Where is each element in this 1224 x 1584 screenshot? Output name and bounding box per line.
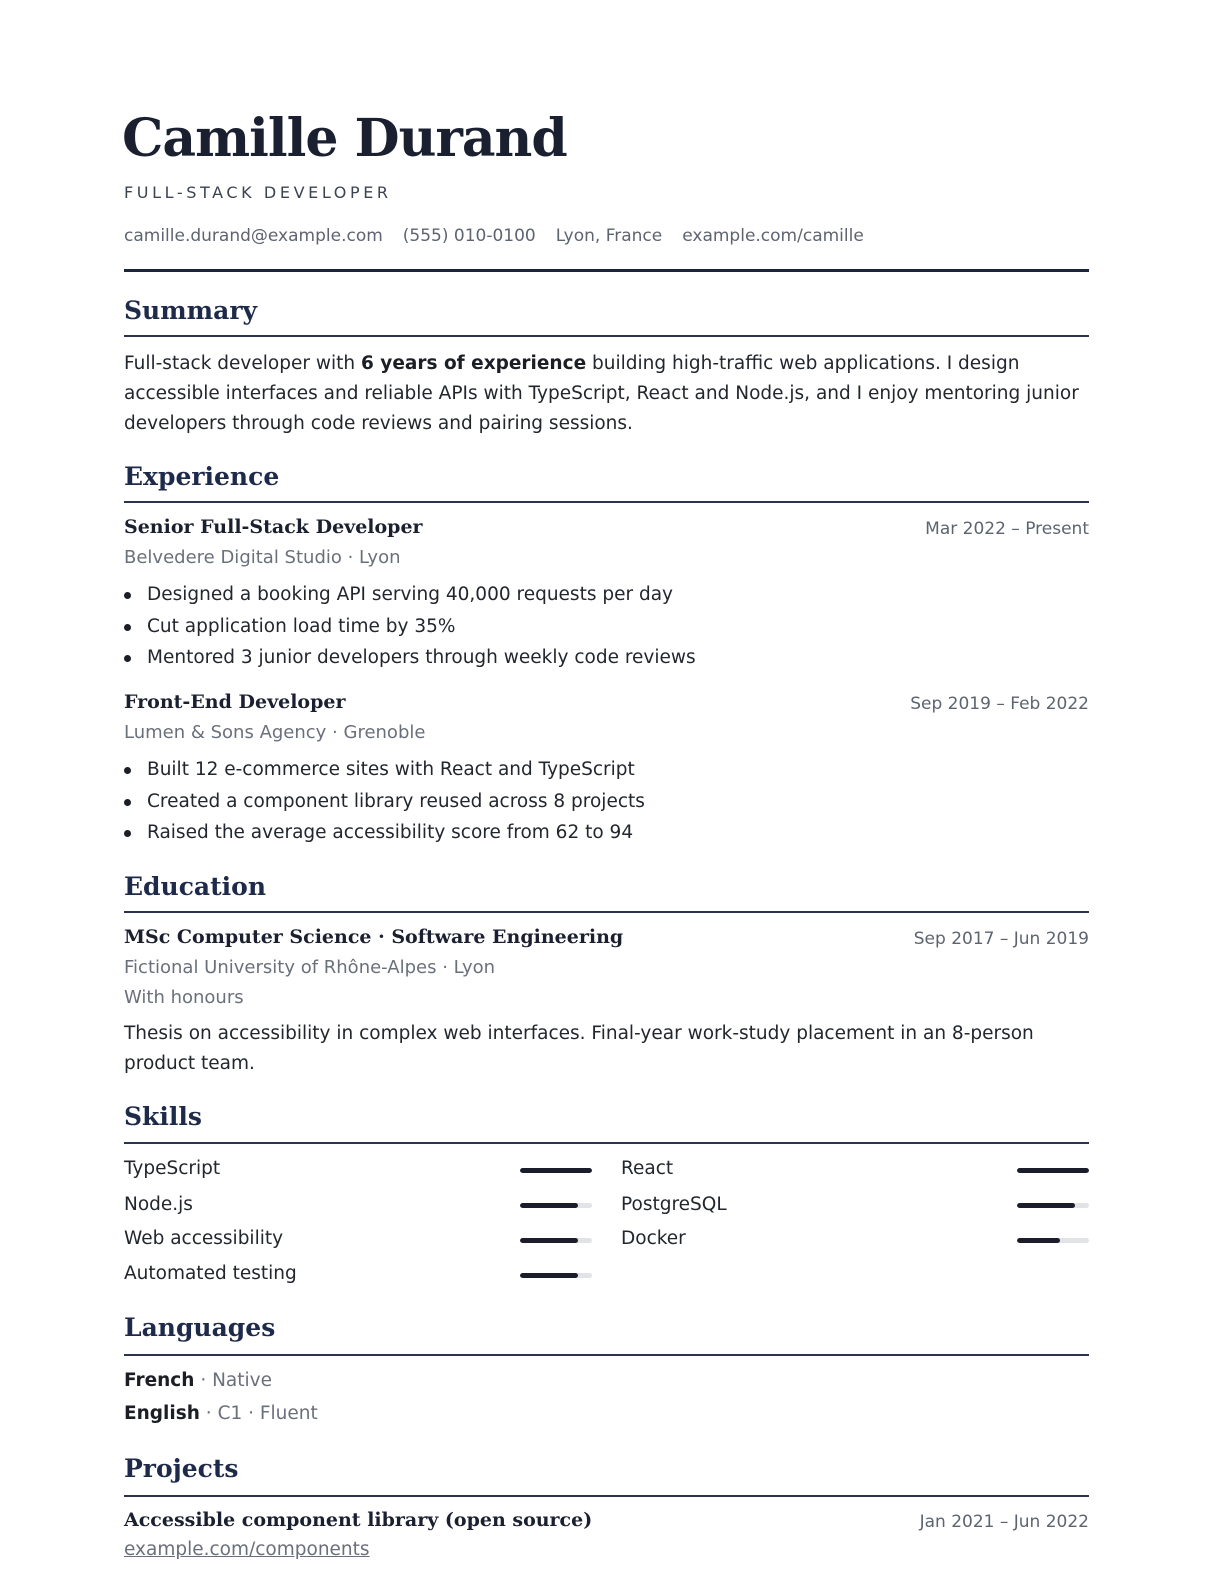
degree-title: MSc Computer Science · Software Engineering <box>124 926 624 948</box>
projects-divider <box>124 1495 1089 1497</box>
summary-heading: Summary <box>124 296 258 325</box>
language-level: · Native <box>194 1370 272 1391</box>
language-item <box>124 1403 318 1424</box>
job-organization: Lumen & Sons Agency · Grenoble <box>124 722 426 743</box>
job-date: Mar 2022 – Present <box>925 519 1089 539</box>
skill-level-bar <box>520 1168 592 1173</box>
skill-level-bar <box>1017 1238 1089 1243</box>
skill-name: PostgreSQL <box>621 1194 727 1215</box>
skill-name: Docker <box>621 1228 686 1249</box>
education-heading: Education <box>124 872 267 901</box>
job-title: Front-End Developer <box>124 691 346 713</box>
candidate-name: Camille Durand <box>122 108 567 169</box>
summary-divider <box>124 335 1089 337</box>
project-date: Jan 2021 – Jun 2022 <box>919 1512 1089 1532</box>
languages-heading: Languages <box>124 1313 276 1342</box>
skill-level-bar <box>1017 1168 1089 1173</box>
summary-highlight: 6 years of experience <box>360 353 587 374</box>
experience-divider <box>124 501 1089 503</box>
projects-heading: Projects <box>124 1454 239 1483</box>
header-divider <box>124 269 1089 272</box>
skill-name: TypeScript <box>124 1158 221 1179</box>
education-description: Thesis on accessibility in complex web interfaces. Final-year work-study placement in an 8-person product team. <box>124 1023 1034 1074</box>
skill-level-bar <box>520 1238 592 1243</box>
job-date: Sep 2019 – Feb 2022 <box>910 694 1089 714</box>
candidate-role: FULL-STACK DEVELOPER <box>124 183 392 202</box>
contact-email[interactable]: camille.durand@example.com <box>124 226 383 246</box>
skill-name: Web accessibility <box>124 1228 284 1249</box>
contact-location: Lyon, France <box>555 226 663 246</box>
contact-website[interactable]: example.com/camille <box>682 226 864 246</box>
job-achievements <box>124 579 696 674</box>
contact-list <box>124 226 864 246</box>
list-item: Cut application load time by 35% <box>124 611 696 643</box>
skill-level-bar <box>520 1273 592 1278</box>
skill-name: Node.js <box>124 1194 193 1215</box>
language-level: · C1 · Fluent <box>199 1403 318 1424</box>
job-organization: Belvedere Digital Studio · Lyon <box>124 547 401 568</box>
skills-heading: Skills <box>124 1102 202 1131</box>
skill-level-bar <box>1017 1203 1089 1208</box>
list-item: Raised the average accessibility score from 62 to 94 <box>124 817 645 849</box>
contact-phone[interactable]: (555) 010-0100 <box>402 226 536 246</box>
list-item: Mentored 3 junior developers through weekly code reviews <box>124 642 696 674</box>
experience-heading: Experience <box>124 462 280 491</box>
education-date: Sep 2017 – Jun 2019 <box>913 929 1089 949</box>
language-item <box>124 1370 272 1391</box>
list-item: Built 12 e-commerce sites with React and TypeScript <box>124 754 645 786</box>
job-title: Senior Full-Stack Developer <box>124 516 423 538</box>
list-item: Created a component library reused across 8 projects <box>124 786 645 818</box>
language-name: English <box>124 1403 200 1424</box>
language-name: French <box>124 1370 195 1391</box>
skill-level-bar <box>520 1203 592 1208</box>
job-achievements <box>124 754 645 849</box>
project-link[interactable]: example.com/components <box>124 1539 370 1560</box>
list-item: Designed a booking API serving 40,000 requests per day <box>124 579 696 611</box>
project-title: Accessible component library (open source) <box>124 1509 593 1531</box>
skill-name: Automated testing <box>124 1263 297 1284</box>
languages-divider <box>124 1354 1089 1356</box>
summary-text: Full-stack developer with 6 years of experience building high-traffic web applications. I design accessible interfaces and reliable APIs with TypeScript, React and Node.js, and I enjoy mentoring junior developers through code reviews and pairing sessions. <box>124 353 1079 434</box>
education-divider <box>124 911 1089 913</box>
skills-divider <box>124 1142 1089 1144</box>
skill-name: React <box>621 1158 674 1179</box>
school-name: Fictional University of Rhône-Alpes · Lyon <box>124 957 496 978</box>
education-honours: With honours <box>124 987 244 1008</box>
